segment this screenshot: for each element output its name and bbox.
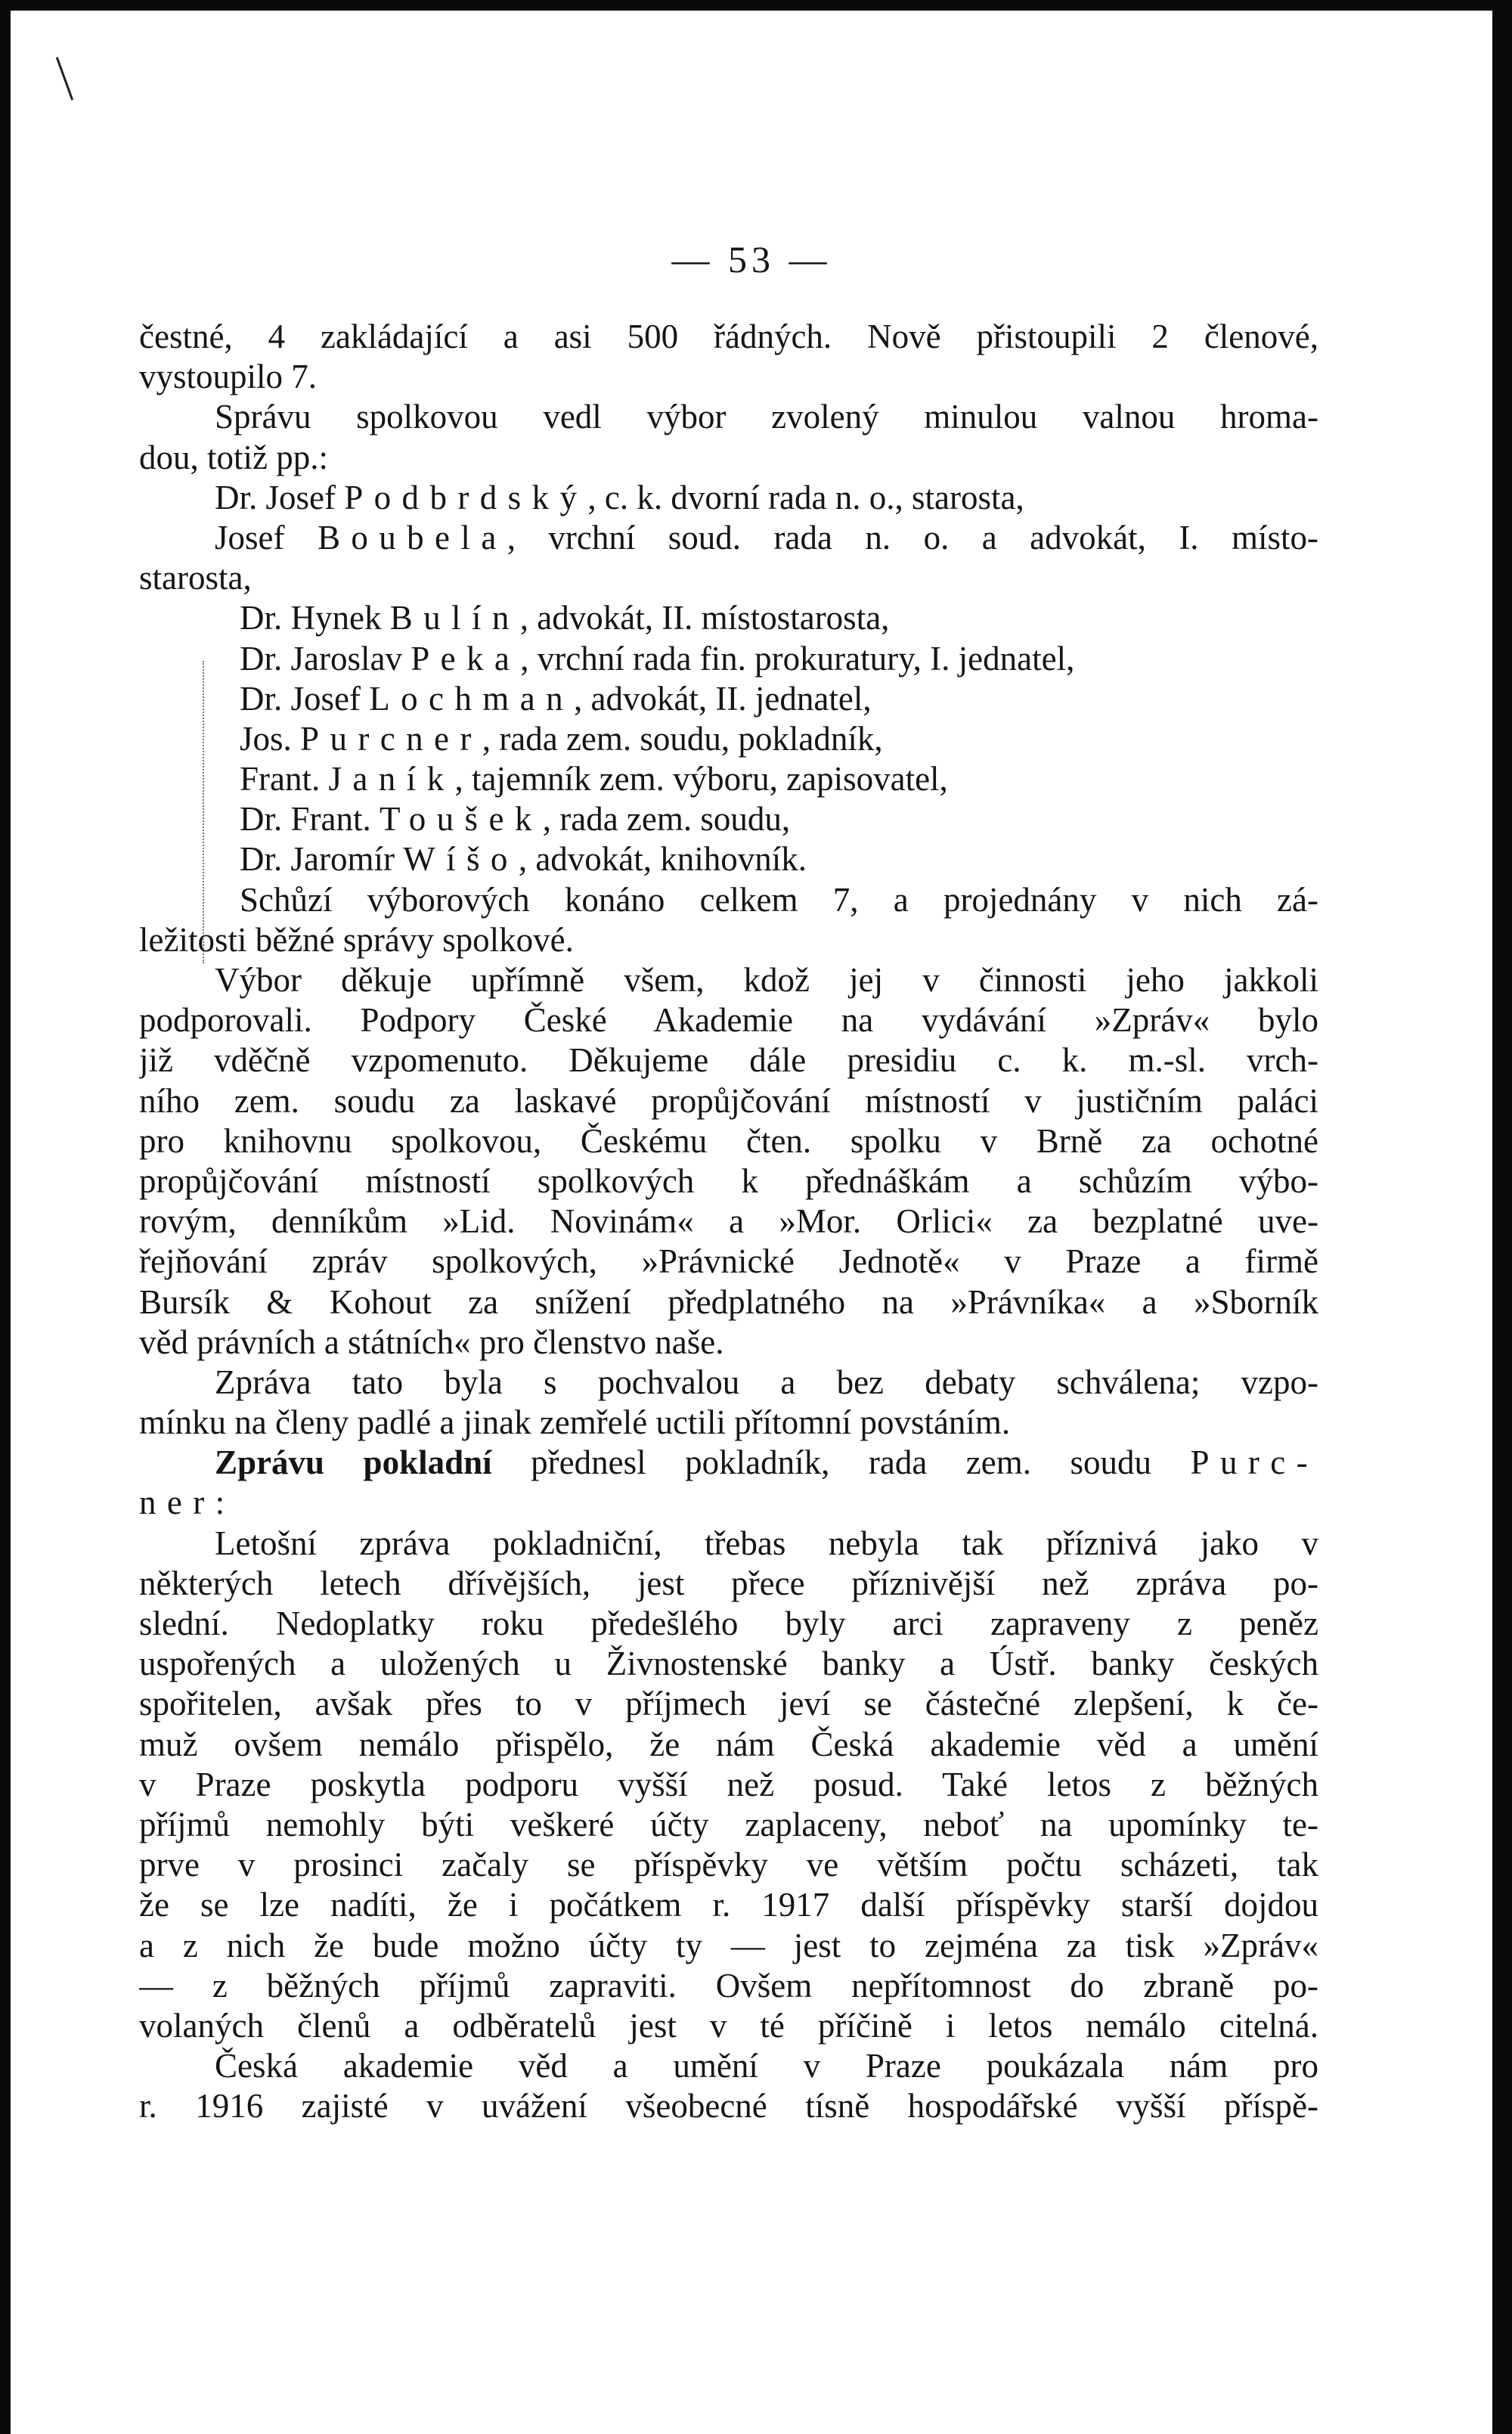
text-line: a z nich že bude možno účty ty — jest to zejména za tisk »Zpráv« [139,1926,1318,1964]
title-text: Dr. Josef [240,679,370,718]
text-line: rovým, denníkům »Lid. Novinám« a »Mor. Orlici« za bezplatné uve- [139,1202,1318,1241]
text-line: ležitosti běžné správy spolkové. [139,920,574,959]
text-line: Schůzí výborových konáno celkem 7, a projednány v nich zá- [240,880,1318,919]
text-line: Bursík & Kohout za snížení předplatného na »Právníka« a »Sborník [139,1282,1318,1321]
member-name: Toušek [380,800,543,839]
committee-member-line [139,799,1318,839]
committee-member-line [139,598,1318,638]
text-line: pro knihovnu spolkovou, Českému čten. spolku v Brně za ochotné [139,1121,1318,1160]
member-name: Bulín [389,599,520,637]
title-text: Dr. Jaromír [240,840,404,879]
text-line: dou, totiž pp.: [139,438,328,476]
member-name: Janík [328,760,455,798]
member-name: Peka [411,639,521,677]
member-role: , rada zem. soudu, [542,800,791,839]
title-text: Dr. Frant. [240,800,380,839]
member-role: , advokát, II. jednatel, [573,679,872,718]
text-line: prve v prosinci začaly se příspěvky ve větším počtu scházeti, tak [139,1846,1318,1884]
text-line: podporovali. Podpory České Akademie na vydávání »Zpráv« bylo [139,1001,1318,1040]
member-name: Podbrdský [344,478,588,516]
text-line: propůjčování místností spolkových k přednáškám a schůzím výbo- [139,1161,1318,1200]
member-name: Wíšo [403,840,519,879]
text-line: muž ovšem nemálo přispělo, že nám Česká akademie věd a umění [139,1725,1318,1763]
text-line: že se lze nadíti, že i počátkem r. 1917 další příspěvky starší dojdou [139,1886,1318,1924]
text-line: uspořených a uložených u Živnostenské banky a Ústř. banky českých [139,1645,1318,1683]
text-line: Výbor děkuje upřímně všem, kdož jej v činnosti jeho jakkoli [215,961,1318,999]
title-text: Dr. Jaroslav [240,639,411,677]
text-line: starosta, [139,559,252,597]
section-heading: Zprávu pokladní [215,1443,492,1482]
text-line: již vděčně vzpomenuto. Děkujeme dále presidiu c. k. m.-sl. vrch- [139,1041,1318,1080]
member-role: , advokát, II. místostarosta, [519,599,890,637]
title-text: Dr. Hynek [240,599,390,637]
committee-member-line [139,518,1318,558]
text-line: spořitelen, avšak přes to v příjmech jeví se částečné zlepšení, k če- [139,1685,1318,1723]
text-line: Česká akademie věd a umění v Praze poukázala nám pro [215,2047,1318,2085]
text-line: ner: [139,1484,236,1522]
member-name: Boubela [317,518,507,557]
committee-member-line [139,679,1318,719]
treasurer-name: Purc- [1190,1443,1318,1482]
committee-member-line [139,719,1318,759]
text-line: čestné, 4 zakládající a asi 500 řádných. Nově přistoupili 2 členové, [139,318,1318,355]
heading-continuation: přednesl pokladník, rada zem. soudu [491,1443,1191,1482]
text-line: některých letech dřívějších, jest přece příznivější než zpráva po- [139,1564,1318,1602]
text-line: — z běžných příjmů zapraviti. Ovšem nepřítomnost do zbraně po- [139,1966,1318,2005]
text-line: věd právních a státních« pro členstvo naše. [139,1322,724,1361]
text-line: slední. Nedoplatky roku předešlého byly arci zapraveny z peněz [139,1605,1318,1642]
text-line: r. 1916 zajisté v uvážení všeobecné tísně hospodářské vyšší příspě- [139,2087,1318,2125]
title-text: Jos. [240,719,301,758]
committee-member-line [139,839,1318,879]
member-name: Lochman [369,679,574,718]
member-role: , tajemník zem. výboru, zapisovatel, [454,760,948,798]
title-text: Dr. Josef [215,478,345,516]
title-text: Frant. [240,760,329,798]
body-text [139,317,1318,2126]
text-line: Letošní zpráva pokladniční, třebas nebyla tak příznivá jako v [215,1524,1318,1562]
text-line: Správu spolkovou vedl výbor zvolený minulou valnou hroma- [215,398,1318,436]
committee-member-line [139,639,1318,679]
text-line: Zpráva tato byla s pochvalou a bez debaty schválena; vzpo- [215,1363,1318,1401]
member-role: , vrchní rada fin. prokuratury, I. jednatel, [520,639,1075,677]
document-page [11,11,1492,2434]
text-line: příjmů nemohly býti veškeré účty zaplaceny, neboť na upomínky te- [139,1805,1318,1843]
text-line: mínku na členy padlé a jinak zemřelé uctili přítomní povstáním. [139,1403,1011,1442]
text-line: vystoupilo 7. [139,358,318,396]
member-name: Purcner [300,719,482,758]
committee-member-line [139,759,1318,799]
page-number: — 53 — [671,238,832,281]
member-role: , vrchní soud. rada n. o. a advokát, I. místo- [507,518,1318,557]
text-line: ního zem. soudu za laskavé propůjčování místností v justičním paláci [139,1081,1318,1120]
scan-mark [56,57,73,100]
member-role: , c. k. dvorní rada n. o., starosta, [587,478,1024,516]
text-line: volaných členů a odběratelů jest v té příčině i letos nemálo citelná. [139,2006,1318,2045]
title-text: Josef [215,518,318,557]
section-heading-line [139,1443,1318,1483]
text-line: řejňování zpráv spolkových, »Právnické Jednotě« v Praze a firmě [139,1242,1318,1281]
member-role: , advokát, knihovník. [518,840,807,879]
member-role: , rada zem. soudu, pokladník, [482,719,883,758]
committee-member-line [139,478,1318,518]
text-line: v Praze poskytla podporu vyšší než posud. Také letos z běžných [139,1765,1318,1803]
